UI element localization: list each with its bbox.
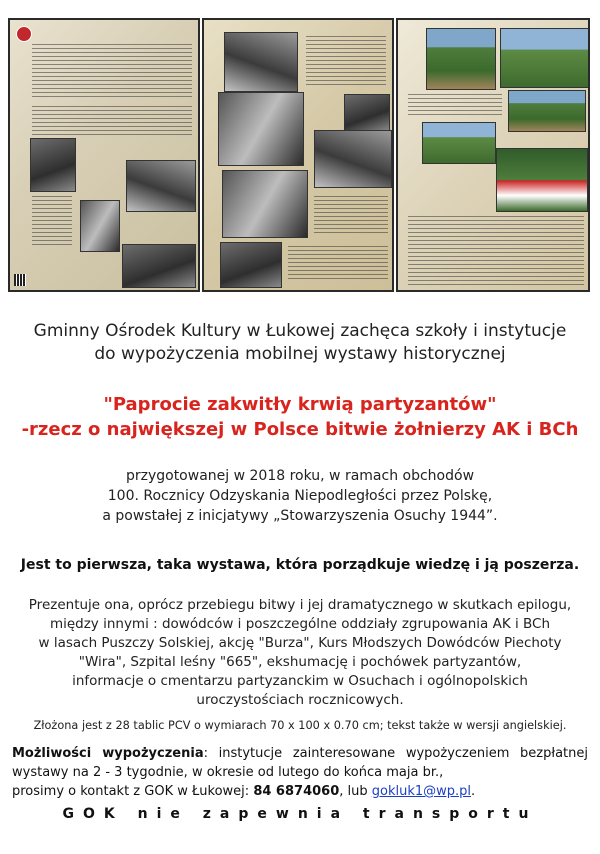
soldiers-photo (224, 32, 298, 92)
patrol-photo (222, 170, 308, 238)
exhibition-panel-3 (396, 18, 590, 292)
exhibition-specs: Złożona jest z 28 tablic PCV o wymiarach 70 x 100 x 0.70 cm; tekst także w wersji angielskiej. (33, 719, 567, 732)
soldier-photo (80, 200, 120, 252)
ceremony-photo-1 (426, 28, 496, 90)
emblem-icon (16, 26, 32, 42)
rental-info: Możliwości wypożyczenia: instytucje zainteresowane wypożyczeniem bezpłatnej wystawy na 2 - 3 tygodnie, w okresie od lutego do końca maja br., prosimy o kontakt z GOK w Łukowej: 84 6874060, lub gokluk1@wp.pl. (12, 746, 588, 799)
rider-photo (218, 92, 304, 166)
field-photo (422, 122, 496, 164)
ceremony-photo-3 (508, 90, 586, 132)
exhibition-description: Prezentuje ona, oprócz przebiegu bitwy i jej dramatycznego w skutkach epilogu, między innymi : dowódców i poszczególne oddziały zgrupowania AK i BCh w lasach Puszczy Solskiej, akcję "Burza", Kurs Młodszych Dowódców Piechoty "Wira", Szpital leśny "665", ekshumację i pochówek partyzantów, informacje o cmentarzu partyzanckim w Osuchach i ogólnopolskich uroczystościach rocznicowych. (28, 597, 572, 708)
exhibition-panel-2 (202, 18, 394, 292)
lead-statement: Jest to pierwsza, taka wystawa, która porządkuje wiedzę i ją poszerza. (20, 557, 580, 573)
phone-number: 84 6874060 (253, 784, 340, 799)
partisans-photo (126, 160, 196, 212)
intro-text: Gminny Ośrodek Kultury w Łukowej zachęca szkoły i instytucje do wypożyczenia mobilnej wystawy historycznej (33, 321, 567, 364)
no-transport-notice: GOK nie zapewnia transportu (62, 806, 538, 822)
forest-photo (344, 94, 390, 132)
exhibition-panels (8, 18, 590, 292)
qr-icon (14, 274, 26, 286)
group-photo (122, 244, 196, 288)
memorial-photo (220, 242, 282, 288)
ceremony-photo-2 (500, 28, 590, 88)
rental-label: Możliwości wypożyczenia (12, 746, 204, 761)
exhibition-panel-1 (8, 18, 200, 292)
camp-photo (314, 130, 392, 188)
exhibition-title: "Paprocie zakwitły krwią partyzantów" -rzecz o największej w Polsce bitwie żołnierzy AK i BCh (21, 394, 579, 440)
monument-photo (496, 148, 588, 212)
preparation-text: przygotowanej w 2018 roku, w ramach obchodów 100. Rocznicy Odzyskania Niepodległości przez Polskę, a powstałej z inicjatywy „Stowarzyszenia Osuchy 1944”. (102, 468, 498, 524)
portrait-photo (30, 138, 76, 192)
email-link[interactable]: gokluk1@wp.pl (371, 784, 472, 799)
